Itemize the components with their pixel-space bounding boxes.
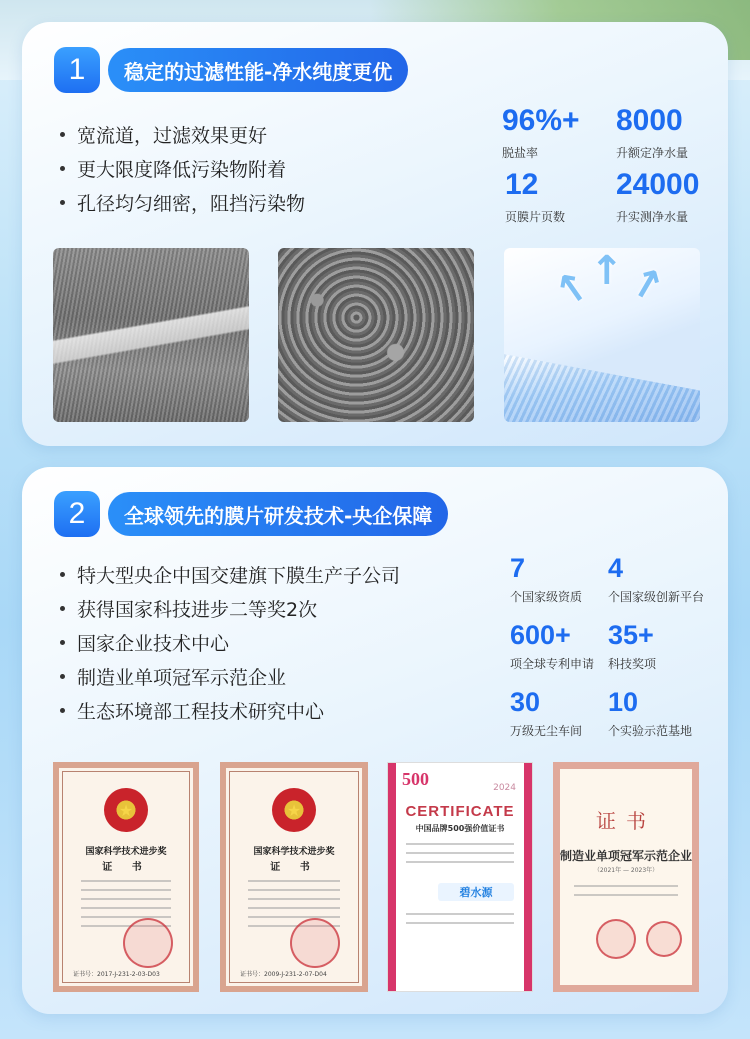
stat-awards: 35+ 科技奖项	[608, 620, 657, 671]
list-item: 更大限度降低污染物附着	[60, 151, 305, 185]
certificate-title: 证书	[596, 811, 656, 833]
certificate-brand-500	[387, 762, 533, 992]
feature-list	[60, 117, 305, 219]
certificate-text-lines	[406, 843, 514, 870]
decorative-bar	[388, 763, 396, 991]
stat-innovation-platforms: 4 个国家级创新平台	[608, 553, 705, 604]
stat-cleanroom: 30 万级无尘车间	[510, 687, 583, 738]
stat-patents: 600+ 项全球专利申请	[510, 620, 595, 671]
decorative-bar	[524, 763, 532, 991]
certificate-award-1	[53, 762, 199, 992]
certificate-year: 2024	[493, 783, 516, 793]
certificate-subtitle: 制造业单项冠军示范企业	[560, 849, 693, 863]
list-item: 获得国家科技进步二等奖2次	[60, 591, 400, 625]
feature-list	[60, 557, 400, 727]
certificate-subtitle: 中国品牌500强价值证书	[415, 824, 505, 833]
section-number-badge: 1	[54, 47, 100, 93]
section-title: 全球领先的膜片研发技术-央企保障	[108, 492, 448, 536]
certificate-subtitle: 证 书	[102, 862, 150, 873]
list-item: 生态环境部工程技术研究中心	[60, 693, 400, 727]
stat-measured-volume: 24000 升实测净水量	[616, 168, 700, 224]
certificate-title: 国家科学技术进步奖	[85, 847, 167, 857]
list-item: 特大型央企中国交建旗下膜生产子公司	[60, 557, 400, 591]
brand-logo: 碧水源	[438, 883, 514, 901]
red-seal-icon	[123, 918, 173, 968]
list-item: 制造业单项冠军示范企业	[60, 659, 400, 693]
certificate-title: CERTIFICATE	[405, 803, 515, 820]
certificate-number: 证书号：2009-J-231-2-07-D04	[240, 971, 327, 978]
national-emblem-icon: ★	[104, 788, 148, 832]
list-item: 国家企业技术中心	[60, 625, 400, 659]
stat-rated-volume: 8000 升额定净水量	[616, 104, 689, 160]
up-arrow-icon: ↑	[590, 248, 624, 294]
mesh-layer	[504, 318, 700, 422]
certificate-title: 国家科学技术进步奖	[253, 847, 335, 857]
certificate-award-2	[220, 762, 368, 992]
section-number-badge: 2	[54, 491, 100, 537]
up-arrow-icon: ↑	[620, 256, 673, 314]
certificate-years: （2021年 — 2023年）	[593, 867, 659, 874]
certificate-number: 证书号：2017-J-231-2-03-D03	[73, 971, 160, 978]
stat-demo-bases: 10 个实验示范基地	[608, 687, 693, 738]
stat-desalination: 96%+ 脱盐率	[502, 104, 580, 160]
membrane-cross-section-image	[53, 248, 249, 422]
section-card-1	[22, 22, 728, 446]
certificate-champion	[553, 762, 699, 992]
up-arrow-icon: ↑	[545, 260, 600, 318]
red-seal-icon	[290, 918, 340, 968]
flow-illustration-image	[504, 248, 700, 422]
list-item: 孔径均匀细密，阻挡污染物	[60, 185, 305, 219]
stat-membrane-pages: 12 页膜片页数	[505, 168, 566, 224]
section-title: 稳定的过滤性能-净水纯度更优	[108, 48, 408, 92]
list-item: 宽流道，过滤效果更好	[60, 117, 305, 151]
certificate-text-lines	[406, 913, 514, 931]
stat-national-qualifications: 7 个国家级资质	[510, 553, 583, 604]
certificate-subtitle: 证 书	[270, 862, 318, 873]
membrane-surface-image	[278, 248, 474, 422]
red-seal-icon	[596, 919, 636, 959]
national-emblem-icon: ★	[272, 788, 316, 832]
red-seal-icon	[646, 921, 682, 957]
brand-500-logo: 500	[402, 769, 429, 789]
certificate-text-lines	[574, 885, 678, 903]
